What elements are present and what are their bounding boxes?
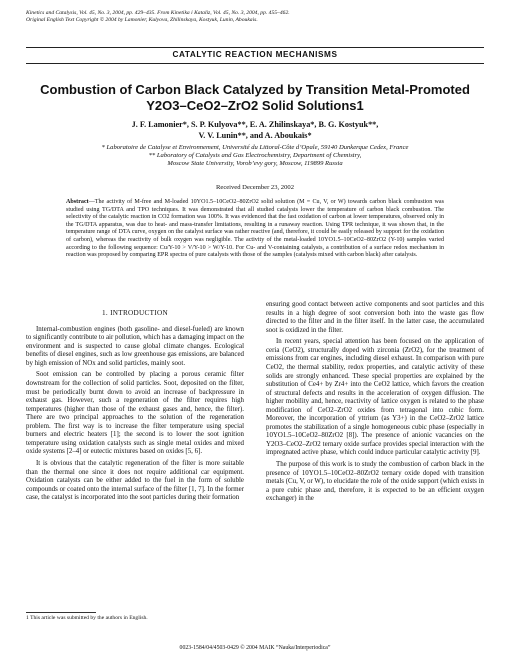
paragraph: In recent years, special attention has been focused on the application of ceria (CeO2), structurally doped with zirconia (ZrO2), for the treatment of emissions from car engines, including diesel exhaust. In comparison with pure CeO2, the thermal stability, redox properties, and catalytic activity of these solids are strongly enhanced. These special properties are explained by the substitution of Ce4+ by Zr4+ into the CeO2 lattice, which favors the creation of structural defects and results in the acceleration of oxygen diffusion. The higher mobility and, hence, reactivity of lattice oxygen is related to the phase modification of CeO2–ZrO2 oxides from tetragonal into cubic form. Moreover, the incorporation of yttrium (as Y3+) in the CeO2–ZrO2 lattice promotes the stabilization of a single homogeneous cubic phase (especially in 10YO1.5–10CeO2–80ZrO2 [8]). The presence of anionic vacancies on the Y2O3–CeO2–ZrO2 ternary oxide surface provides special interaction with the impregnated active phase, which could induce particular catalytic activity [9]. bbox=[266, 338, 484, 457]
left-column bbox=[26, 309, 244, 506]
section-title: CATALYTIC REACTION MECHANISMS bbox=[172, 50, 338, 59]
authors-line-2: V. V. Lunin**, and A. Aboukaïs* bbox=[198, 130, 312, 140]
abstract-text: —The activity of M-free and M-loaded 10YO1.5–10CeO2–80ZrO2 solid solution (M = Cu, V, or W) towards carbon black combustion was studied using TG/DTA and TPO techniques. It was demonstrated that all studied catalysts lower the temperature of carbon black combustion. The selectivity of the catalytic reaction in CO2 formation was 100%. It was evidenced that the fast oxidation of carbon at lower temperatures, observed only in the TG/DTA apparatus, was due to heat- and mass-transfer limitations, resulting in a runaway reaction. Using TPR technique, it was shown that, in the temperature range of DTA curve, oxygen on the catalyst surface was rather reactive (and, therefore, it could be easily released by support for the oxidation of carbon), whereas the reactivity of bulk oxygen was negligible. The activity of the metal-loaded 10YO1.5–10CeO2–80ZrO2 (Y-10) samples varied according to the following sequence: Cu/Y-10 > V/Y-10 > W/Y-10. For Cu- and V-containing catalysts, a contribution of a surface redox mechanism in reaction was proposed by comparing EPR spectra of pure catalysts with those of the samples (catalysts mixed with carbon black) after catalysis. bbox=[66, 199, 444, 259]
header-copyright: Original English Text Copyright © 2004 by Lamonier, Kulyova, Zhilinskaya, Kostyuk, Lunin, Aboukais. bbox=[26, 17, 258, 23]
running-header bbox=[26, 10, 486, 24]
authors-line-1: J. F. Lamonier*, S. P. Kulyova**, E. A. Zhilinskaya*, B. G. Kostyuk**, bbox=[131, 120, 379, 129]
right-column bbox=[266, 301, 484, 507]
abstract bbox=[66, 199, 444, 260]
affiliation-1: * Laboratoire de Catalyse et Environnement, Université du Littoral-Côte d’Opale, 59140 Dunkerque Cedex, France bbox=[101, 144, 409, 151]
affiliation-3: Moscow State University, Vorob’evy gory, Moscow, 119899 Russia bbox=[167, 160, 343, 168]
footnote: 1 This article was submitted by the authors in English. bbox=[26, 615, 148, 621]
section-rule-bottom bbox=[26, 63, 484, 64]
abstract-label: Abstract bbox=[66, 199, 89, 205]
section-rule-top bbox=[26, 47, 484, 48]
header-citation: Kinetics and Catalysis, Vol. 45, No. 3, 2004, pp. 429–435. From Kinetika i Kataliz, Vol. 45, No. 3, 2004, pp. 455–462. bbox=[26, 10, 290, 16]
author-list bbox=[40, 120, 470, 141]
introduction-heading: 1. INTRODUCTION bbox=[102, 309, 168, 317]
footnote-rule bbox=[26, 612, 96, 613]
paragraph: ensuring good contact between active components and soot particles and this results in a high degree of soot conversion both into the waste gas flow directed to the filter and in the filter itself. In the latter case, the accumulated soot is oxidized in the filter. bbox=[266, 301, 484, 334]
paragraph: The purpose of this work is to study the combustion of carbon black in the presence of 10YO1.5–10CeO2–80ZrO2 ternary oxide doped with transition metals (Cu, V, or W), to elucidate the role of the oxide support (which exists in a pure cubic phase and, therefore, it is expected to be an efficient oxygen exchanger) in the bbox=[266, 461, 484, 503]
paragraph: It is obvious that the catalytic regeneration of the filter is more suitable than the thermal one since it does not require additional car equipment. Oxidation catalysts can be either added to the fuel in the form of soluble compounds or coated onto the internal surface of the filter [1, 7]. In the former case, the catalyst is incorporated into the soot particles during their formation bbox=[26, 460, 244, 502]
paragraph: Internal-combustion engines (both gasoline- and diesel-fueled) are known to significantly contribute to air pollution, which has a damaging impact on the environment and is suspected to cause global climate changes. Ecological benefits of diesel engines, such as low greenhouse gas emissions, are balanced by high emission of NOx and solid particles, mainly soot. bbox=[26, 325, 244, 367]
received-date: Received December 23, 2002 bbox=[216, 184, 294, 191]
paragraph: Soot emission can be controlled by placing a porous ceramic filter downstream for the collection of solid particles. Soot, deposited on the filter, must be periodically burnt down to avoid an increase of backpressure in exhaust gas. However, such a regeneration of the filter requires high temperatures (higher than those of the exhaust gases and, hence, the filter). There are two principal approaches to the solution of the regeneration problem. The first way is to increase the filter temperature using special burners and electric heaters [1]; the second is to lower the soot ignition temperature using oxidation catalysts such as single metal oxides and mixed oxide systems [2–4] or eutectic mixtures based on oxides [5, 6]. bbox=[26, 371, 244, 456]
affiliation-2: ** Laboratory of Catalysis and Gas Electrochemistry, Department of Chemistry, bbox=[148, 152, 362, 160]
article-title: Combustion of Carbon Black Catalyzed by Transition Metal-Promoted Y2O3–CeO2–ZrO2 Solid Solutions1 bbox=[40, 82, 470, 113]
page-footer: 0023-1584/04/4503-0429 © 2004 MAIK “Nauka/Interperiodica” bbox=[179, 645, 331, 651]
affiliations bbox=[40, 144, 470, 169]
